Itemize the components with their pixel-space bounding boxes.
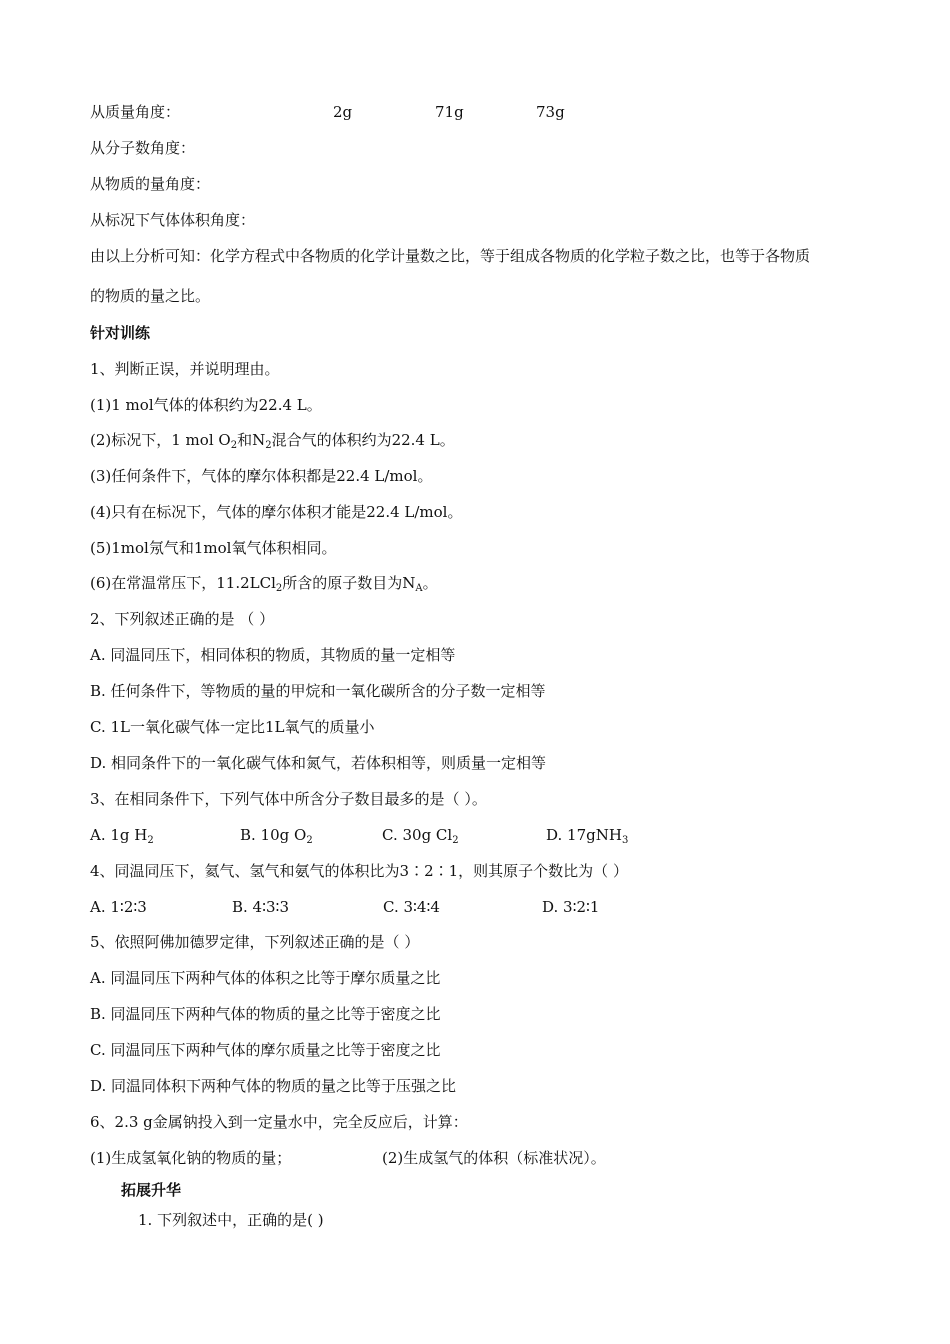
q5-option-b: B. 同温同压下两种气体的物质的量之比等于密度之比 bbox=[90, 1005, 441, 1023]
mass-value-hcl: 73g bbox=[536, 103, 565, 121]
q4-stem: 4、同温同压下，氦气、氢气和氨气的体积比为3∶2∶1，则其原子个数比为（ ） bbox=[90, 862, 628, 880]
q4-option-d: D. 3∶2∶1 bbox=[542, 898, 600, 916]
mass-value-cl2: 71g bbox=[435, 103, 464, 121]
q1-statement-4: (4)只有在标况下，气体的摩尔体积才能是22.4 L/mol。 bbox=[90, 503, 463, 521]
q5-option-a: A. 同温同压下两种气体的体积之比等于摩尔质量之比 bbox=[90, 969, 441, 987]
q1-statement-1: (1)1 mol气体的体积约为22.4 L。 bbox=[90, 396, 322, 414]
training-title: 针对训练 bbox=[90, 324, 151, 342]
q6-stem: 6、2.3 g金属钠投入到一定量水中，完全反应后，计算： bbox=[90, 1113, 468, 1131]
q5-option-d: D. 同温同体积下两种气体的物质的量之比等于压强之比 bbox=[90, 1077, 457, 1095]
q4-option-a: A. 1∶2∶3 bbox=[90, 898, 147, 916]
q3-option-c: C. 30g $Cl_2$ bbox=[382, 826, 459, 846]
q1-statement-3: (3)任何条件下，气体的摩尔体积都是22.4 L/mol。 bbox=[90, 467, 433, 485]
q4-option-b: B. 4∶3∶3 bbox=[232, 898, 289, 916]
mass-angle-label: 从质量角度： bbox=[90, 103, 181, 121]
q2-stem: 2、下列叙述正确的是 （ ） bbox=[90, 610, 275, 628]
molecule-angle-label: 从分子数角度： bbox=[90, 139, 196, 157]
q4-option-c: C. 3∶4∶4 bbox=[383, 898, 440, 916]
q6-part-1: (1)生成氢氧化钠的物质的量； bbox=[90, 1149, 292, 1167]
q1-statement-5: (5)1mol氖气和1mol氧气体积相同。 bbox=[90, 539, 337, 557]
conclusion-line-1: 由以上分析可知：化学方程式中各物质的化学计量数之比，等于组成各物质的化学粒子数之比，也等于各物质 bbox=[90, 247, 811, 265]
conclusion-line-2: 的物质的量之比。 bbox=[90, 287, 211, 305]
q3-option-a: A. 1g $H_2$ bbox=[90, 826, 154, 846]
q1-statement-2: (2)标况下，1 mol $O_2$和$N_2$混合气的体积约为22.4 L。 bbox=[90, 431, 455, 451]
q1-statement-6: (6)在常温常压下，11.2LCl$_2$所含的原子数目为$N_A$。 bbox=[90, 574, 438, 594]
q1-stem: 1、判断正误，并说明理由。 bbox=[90, 360, 280, 378]
amount-angle-label: 从物质的量角度： bbox=[90, 175, 211, 193]
q3-stem: 3、在相同条件下，下列气体中所含分子数目最多的是（ ）。 bbox=[90, 790, 487, 808]
q2-option-c: C. 1L一氧化碳气体一定比1L氧气的质量小 bbox=[90, 718, 375, 736]
volume-angle-label: 从标况下气体体积角度： bbox=[90, 211, 256, 229]
q3-option-d: D. 17gNH$_3$ bbox=[546, 826, 629, 846]
extension-q1: 1. 下列叙述中，正确的是( ) bbox=[138, 1211, 324, 1229]
q5-option-c: C. 同温同压下两种气体的摩尔质量之比等于密度之比 bbox=[90, 1041, 441, 1059]
q5-stem: 5、依照阿佛加德罗定律，下列叙述正确的是（ ） bbox=[90, 933, 420, 951]
q6-part-2: (2)生成氢气的体积（标准状况）。 bbox=[382, 1149, 606, 1167]
mass-angle-row bbox=[90, 102, 565, 122]
mass-value-h2: 2g bbox=[333, 103, 353, 121]
q3-option-b: B. 10g $O_2$ bbox=[240, 826, 313, 846]
q2-option-b: B. 任何条件下，等物质的量的甲烷和一氧化碳所含的分子数一定相等 bbox=[90, 682, 546, 700]
q2-option-a: A. 同温同压下，相同体积的物质，其物质的量一定相等 bbox=[90, 646, 456, 664]
extension-title: 拓展升华 bbox=[121, 1181, 182, 1199]
q2-option-d: D. 相同条件下的一氧化碳气体和氮气，若体积相等，则质量一定相等 bbox=[90, 754, 547, 772]
